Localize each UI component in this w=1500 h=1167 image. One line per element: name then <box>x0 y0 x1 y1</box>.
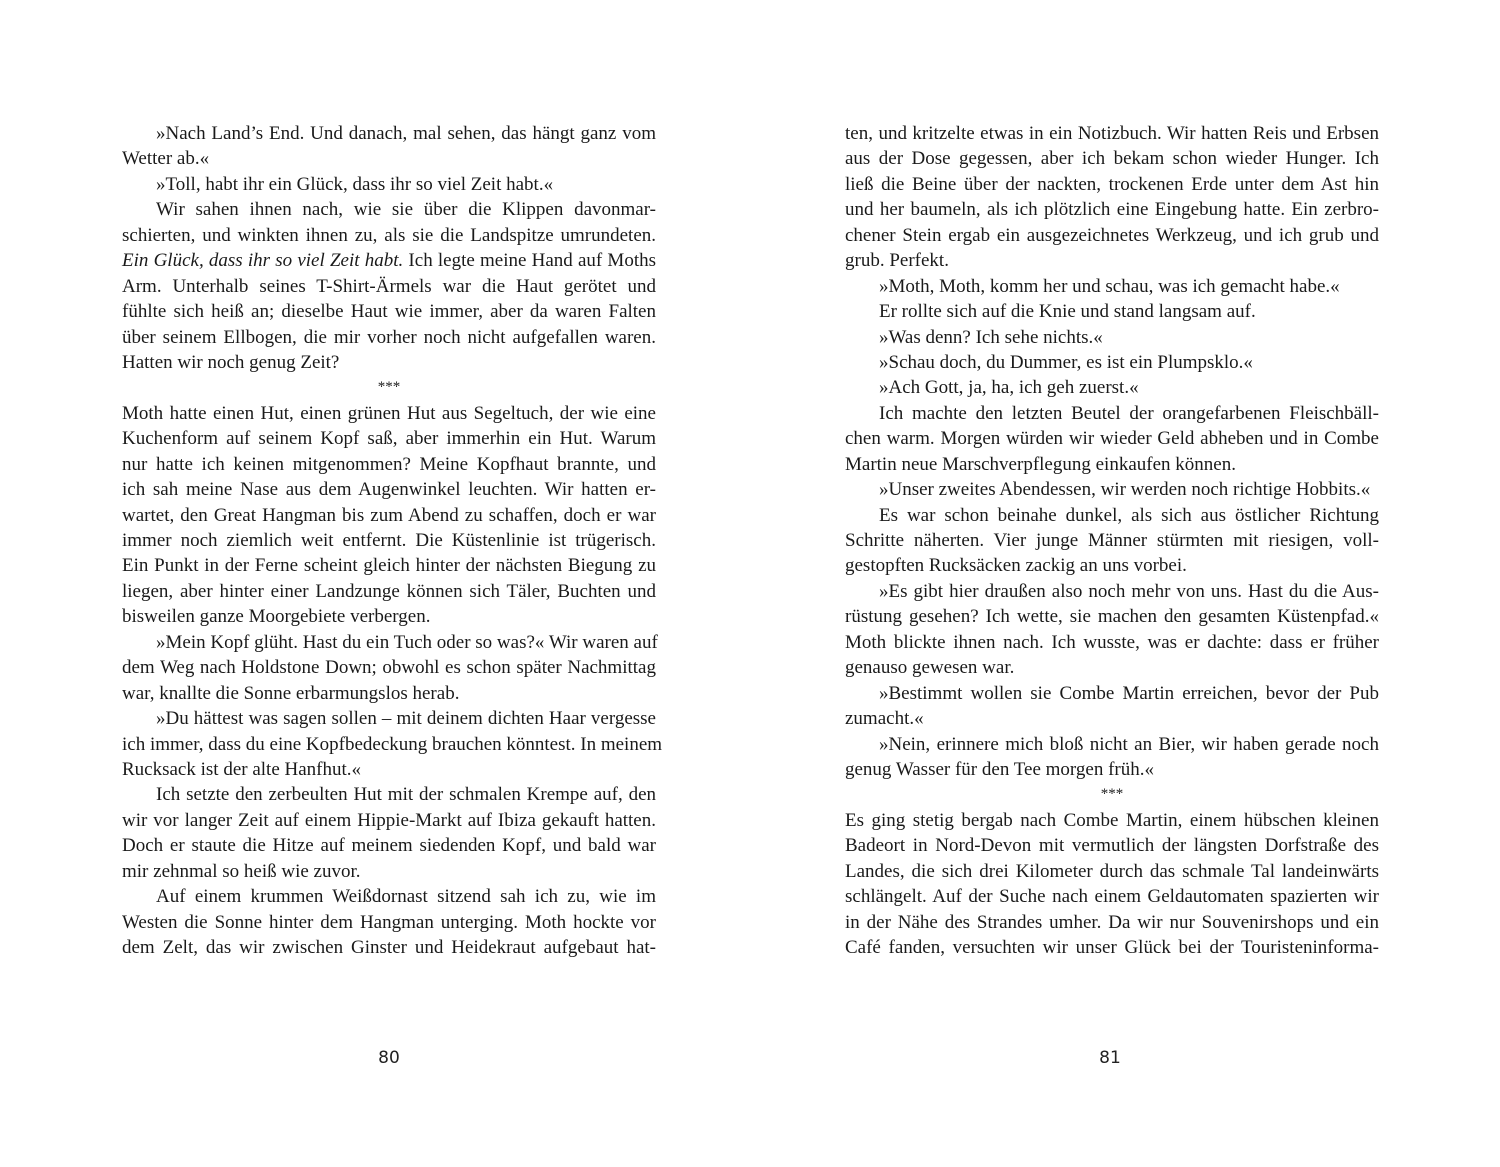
section-separator: *** <box>377 379 401 396</box>
text-line: »Unser zweites Abendessen, wir werden noch richtige Hobbits.« <box>879 479 1371 501</box>
text-line: zumacht.« <box>845 708 924 730</box>
text-line: ten, und kritzelte etwas in ein Notizbuch. Wir hatten Reis und Erbsen <box>845 123 1379 144</box>
text-line: dem Zelt, das wir zwischen Ginster und Heidekraut aufgebaut hat- <box>122 937 656 958</box>
text-line: »Toll, habt ihr ein Glück, dass ihr so viel Zeit habt.« <box>156 173 554 195</box>
text-line: Doch er staute die Hitze auf meinem siedenden Kopf, und bald war <box>122 835 656 857</box>
section-separator: *** <box>1100 786 1124 803</box>
text-line: genauso gewesen war. <box>845 657 1015 679</box>
text-line: Wetter ab.« <box>122 148 210 170</box>
page-number: 80 <box>378 1048 400 1068</box>
text-line: genug Wasser für den Tee morgen früh.« <box>845 758 1154 780</box>
text-line: chener Stein ergab ein ausgezeichnetes Werkzeug, und ich grub und <box>845 224 1379 246</box>
text-line: Ich machte den letzten Beutel der orangefarbenen Fleischbäll- <box>879 402 1379 424</box>
text-line: Rucksack ist der alte Hanfhut.« <box>122 758 362 780</box>
text-line: Es war schon beinahe dunkel, als sich aus östlicher Richtung <box>879 504 1379 526</box>
text-line: »Nein, erinnere mich bloß nicht an Bier, wir haben gerade noch <box>879 733 1379 755</box>
text-line: schierten, und winkten ihnen zu, als sie die Landspitze umrundeten. <box>122 224 656 246</box>
text-line: grub. Perfekt. <box>845 250 949 272</box>
text-line: Schritte näherten. Vier junge Männer stürmten mit riesigen, voll- <box>845 530 1379 551</box>
text-line: »Es gibt hier draußen also noch mehr von uns. Hast du die Aus- <box>879 580 1379 602</box>
text-line: ließ die Beine über der nackten, trockenen Erde unter dem Ast hin <box>845 173 1379 195</box>
text-line: »Was denn? Ich sehe nichts.« <box>879 326 1103 348</box>
text-line: bisweilen ganze Moorgebiete verbergen. <box>122 606 431 628</box>
text-line: aus der Dose gegessen, aber ich bekam schon wieder Hunger. Ich <box>845 148 1379 170</box>
text-line: Café fanden, versuchten wir unser Glück bei der Touristeninforma- <box>845 937 1379 958</box>
text-line: ich immer, dass du eine Kopfbedeckung brauchen könntest. In meinem <box>122 733 663 755</box>
text-line: Ein Punkt in der Ferne scheint gleich hinter der nächsten Biegung zu <box>122 555 656 577</box>
left-page-text <box>122 121 663 960</box>
text-line: ich sah meine Nase aus dem Augenwinkel leuchten. Wir hatten er- <box>122 479 656 501</box>
text-line: liegen, aber hinter einer Landzunge können sich Täler, Buchten und <box>122 580 656 602</box>
text-line: chen warm. Morgen würden wir wieder Geld abheben und in Combe <box>845 428 1379 450</box>
text-line: Wir sahen ihnen nach, wie sie über die Klippen davonmar- <box>156 199 656 221</box>
text-line: Badeort in Nord-Devon mit vermutlich der längsten Dorfstraße des <box>845 835 1379 857</box>
text-line: fühlte sich heiß an; dieselbe Haut wie immer, aber da waren Falten <box>122 301 656 323</box>
page-number: 81 <box>1099 1048 1121 1068</box>
text-line: Moth hatte einen Hut, einen grünen Hut aus Segeltuch, der wie eine <box>122 402 656 424</box>
right-page <box>750 0 1500 1167</box>
text-line: mir zehnmal so heiß wie zuvor. <box>122 860 361 882</box>
text-line: schlängelt. Auf der Suche nach einem Geldautomaten spazierten wir <box>845 886 1379 908</box>
text-line: Er rollte sich auf die Knie und stand langsam auf. <box>879 301 1256 323</box>
text-line: »Bestimmt wollen sie Combe Martin erreichen, bevor der Pub <box>879 682 1379 704</box>
text-line: immer noch ziemlich weit entfernt. Die Küstenlinie ist trügerisch. <box>122 530 656 551</box>
text-line: Arm. Unterhalb seines T-Shirt-Ärmels war die Haut gerötet und <box>122 275 656 297</box>
text-line: über seinem Ellbogen, die mir vorher noch nicht aufgefallen waren. <box>122 326 656 348</box>
text-line: »Moth, Moth, komm her und schau, was ich gemacht habe.« <box>879 275 1340 297</box>
text-line: in der Nähe des Strandes umher. Da wir nur Souvenirshops und ein <box>845 911 1379 933</box>
text-line: »Mein Kopf glüht. Hast du ein Tuch oder so was?« Wir waren auf <box>156 631 658 653</box>
text-line: wir vor langer Zeit auf einem Hippie-Markt auf Ibiza gekauft hatten. <box>122 809 656 831</box>
text-line: »Nach Land’s End. Und danach, mal sehen, das hängt ganz vom <box>156 123 656 144</box>
text-line: Auf einem krummen Weißdornast sitzend sah ich zu, wie im <box>156 886 656 908</box>
text-line: Landes, die sich drei Kilometer durch das schmale Tal landeinwärts <box>845 860 1379 882</box>
text-line: Hatten wir noch genug Zeit? <box>122 351 340 373</box>
text-line: Westen die Sonne hinter dem Hangman unterging. Moth hockte vor <box>122 911 656 933</box>
text-line: dem Weg nach Holdstone Down; obwohl es schon später Nachmittag <box>122 657 656 679</box>
text-line: Es ging stetig bergab nach Combe Martin, einem hübschen kleinen <box>845 809 1379 831</box>
text-line: »Schau doch, du Dummer, es ist ein Plumpsklo.« <box>879 351 1253 373</box>
text-line: Ich setzte den zerbeulten Hut mit der schmalen Krempe auf, den <box>156 784 656 806</box>
text-segment: Ich legte meine Hand auf Moths <box>403 250 656 272</box>
right-page-text <box>845 121 1379 960</box>
text-line: »Du hättest was sagen sollen – mit deinem dichten Haar vergesse <box>156 708 656 730</box>
text-line: rüstung gesehen? Ich wette, sie machen den gesamten Küstenpfad.« <box>845 606 1379 628</box>
text-line: »Ach Gott, ja, ha, ich geh zuerst.« <box>879 377 1139 399</box>
italic-text: Ein Glück, dass ihr so viel Zeit habt. <box>122 250 404 272</box>
text-line: Martin neue Marschverpflegung einkaufen können. <box>845 453 1236 475</box>
text-line: wartet, den Great Hangman bis zum Abend zu schaffen, doch er war <box>122 504 656 526</box>
text-line: und her baumeln, als ich plötzlich eine Eingebung hatte. Ein zerbro- <box>845 199 1379 221</box>
text-line: Kuchenform auf seinem Kopf saß, aber immerhin ein Hut. Warum <box>122 428 656 450</box>
text-line: gestopften Rucksäcken zackig an uns vorbei. <box>845 555 1187 577</box>
text-line: Moth blickte ihnen nach. Ich wusste, was er dachte: dass er früher <box>845 631 1379 653</box>
text-line <box>122 248 656 273</box>
text-line: war, knallte die Sonne erbarmungslos herab. <box>122 682 460 704</box>
text-line: nur hatte ich keinen mitgenommen? Meine Kopfhaut brannte, und <box>122 453 656 475</box>
